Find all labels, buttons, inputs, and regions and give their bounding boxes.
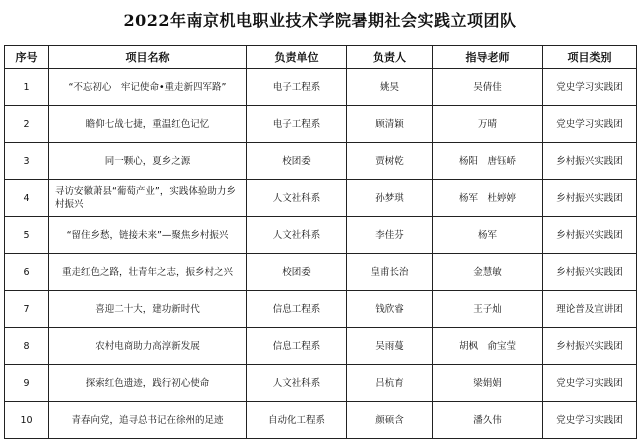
cell-project-name: 喜迎二十大，建功新时代 — [49, 291, 247, 328]
cell-unit: 人文社科系 — [247, 365, 347, 402]
header-project-name: 项目名称 — [49, 46, 247, 69]
cell-index: 4 — [5, 180, 49, 217]
header-unit: 负责单位 — [247, 46, 347, 69]
cell-category: 乡村振兴实践团 — [543, 254, 637, 291]
cell-category: 理论普及宣讲团 — [543, 291, 637, 328]
cell-leader: 皇甫长治 — [347, 254, 433, 291]
cell-index: 9 — [5, 365, 49, 402]
cell-project-name: 青春向党，追寻总书记在徐州的足迹 — [49, 402, 247, 439]
cell-project-name: 瞻仰七战七捷，重温红色记忆 — [49, 106, 247, 143]
table-row — [5, 217, 637, 254]
cell-category: 乡村振兴实践团 — [543, 180, 637, 217]
cell-index: 1 — [5, 69, 49, 106]
cell-advisor: 吴倩佳 — [433, 69, 543, 106]
project-team-table — [4, 45, 637, 439]
cell-advisor: 金慧敏 — [433, 254, 543, 291]
cell-unit: 电子工程系 — [247, 69, 347, 106]
cell-advisor: 万晴 — [433, 106, 543, 143]
cell-project-name: “不忘初心 牢记使命•重走新四军路” — [49, 69, 247, 106]
cell-advisor: 杨军 杜婷婷 — [433, 180, 543, 217]
cell-advisor: 杨阳 唐钰峤 — [433, 143, 543, 180]
cell-category: 党史学习实践团 — [543, 402, 637, 439]
cell-leader: 贾树乾 — [347, 143, 433, 180]
cell-leader: 吴雨蔓 — [347, 328, 433, 365]
cell-unit: 信息工程系 — [247, 291, 347, 328]
table-row — [5, 69, 637, 106]
cell-leader: 姚昊 — [347, 69, 433, 106]
table-row — [5, 328, 637, 365]
cell-category: 乡村振兴实践团 — [543, 143, 637, 180]
cell-advisor: 王子灿 — [433, 291, 543, 328]
table-header-row — [5, 46, 637, 69]
table-row — [5, 143, 637, 180]
cell-leader: 吕杭育 — [347, 365, 433, 402]
cell-unit: 电子工程系 — [247, 106, 347, 143]
cell-index: 2 — [5, 106, 49, 143]
table-row — [5, 365, 637, 402]
cell-leader: 顾清颖 — [347, 106, 433, 143]
cell-advisor: 胡枫 俞宝莹 — [433, 328, 543, 365]
cell-index: 3 — [5, 143, 49, 180]
cell-project-name: “留住乡愁，链接未来”—聚焦乡村振兴 — [49, 217, 247, 254]
cell-unit: 自动化工程系 — [247, 402, 347, 439]
cell-category: 乡村振兴实践团 — [543, 328, 637, 365]
cell-leader: 孙梦琪 — [347, 180, 433, 217]
cell-unit: 信息工程系 — [247, 328, 347, 365]
cell-category: 党史学习实践团 — [543, 69, 637, 106]
cell-unit: 校团委 — [247, 254, 347, 291]
cell-category: 乡村振兴实践团 — [543, 217, 637, 254]
cell-index: 5 — [5, 217, 49, 254]
cell-project-name: 探索红色遗迹，践行初心使命 — [49, 365, 247, 402]
cell-index: 6 — [5, 254, 49, 291]
page-title: 2022年南京机电职业技术学院暑期社会实践立项团队 — [123, 11, 517, 30]
header-leader: 负责人 — [347, 46, 433, 69]
cell-category: 党史学习实践团 — [543, 365, 637, 402]
cell-project-name: 重走红色之路，壮青年之志，振乡村之兴 — [49, 254, 247, 291]
cell-index: 8 — [5, 328, 49, 365]
cell-project-name: 同一颗心，夏乡之源 — [49, 143, 247, 180]
cell-advisor: 梁娟娟 — [433, 365, 543, 402]
cell-leader: 钱欣睿 — [347, 291, 433, 328]
cell-project-name: 寻访安徽萧县“葡萄产业”，实践体验助力乡村振兴 — [49, 180, 247, 217]
header-index: 序号 — [5, 46, 49, 69]
cell-leader: 李佳芬 — [347, 217, 433, 254]
table-row — [5, 180, 637, 217]
cell-category: 党史学习实践团 — [543, 106, 637, 143]
cell-advisor: 潘久伟 — [433, 402, 543, 439]
cell-index: 7 — [5, 291, 49, 328]
cell-leader: 颜硕含 — [347, 402, 433, 439]
header-advisor: 指导老师 — [433, 46, 543, 69]
table-row — [5, 254, 637, 291]
cell-project-name: 农村电商助力高淳新发展 — [49, 328, 247, 365]
table-row — [5, 402, 637, 439]
table-row — [5, 291, 637, 328]
cell-index: 10 — [5, 402, 49, 439]
cell-advisor: 杨军 — [433, 217, 543, 254]
cell-unit: 人文社科系 — [247, 180, 347, 217]
table-row — [5, 106, 637, 143]
cell-unit: 人文社科系 — [247, 217, 347, 254]
cell-unit: 校团委 — [247, 143, 347, 180]
header-category: 项目类别 — [543, 46, 637, 69]
